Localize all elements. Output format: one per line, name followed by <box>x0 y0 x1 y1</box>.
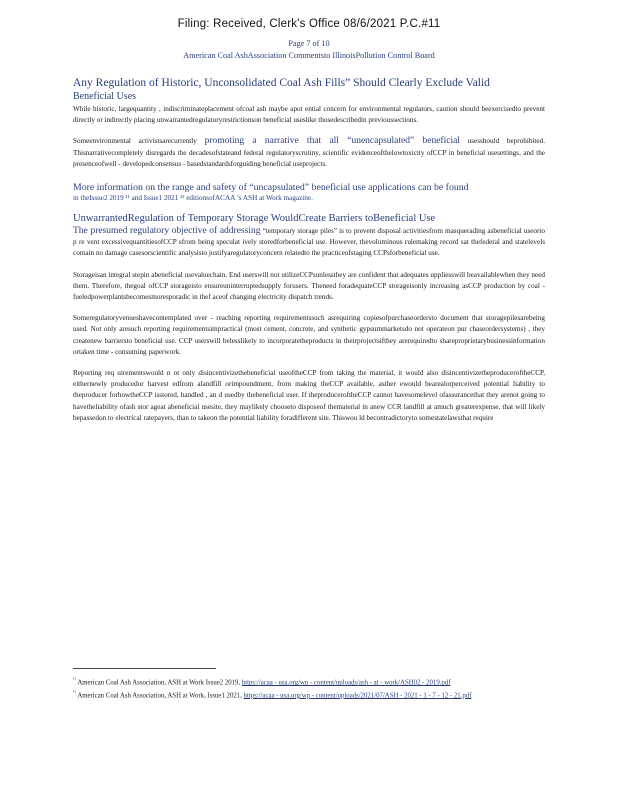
paragraph-activists-rest: usesshould beprohibited. Thisnarrativecompletely disregards the decadesofstateand federal regulatoryscrutiny, scientific evidenceofthelowtoxicity ofCCP in beneficial usesettings, and the presenceofwell - developedconsensus - basedstandardsforguiding beneficial useprojects. <box>73 137 546 168</box>
footnote-text: American Coal Ash Association, ASH at Work Issue2 2019, <box>77 679 242 687</box>
section-heading-sub: Beneficial Uses <box>73 91 137 102</box>
footnote-text: American Coal Ash Association, ASH at Work, Issue1 2021, <box>77 692 244 700</box>
footnote-divider <box>73 668 216 669</box>
page-number: Page 7 of 10 <box>288 39 330 48</box>
paragraph-activists-lead: promoting a narrative that all “unencapsulated” beneficial <box>204 136 460 147</box>
footnote-link[interactable]: https://acaa - usa.org/wp - content/uploads/2021/07/ASH - 2021 - 1 - 7 - 12 - 21.pdf <box>243 692 472 700</box>
footnote-mark: ¹¹ <box>73 678 76 683</box>
section-heading-regulation <box>73 76 545 104</box>
section-heading-more-info <box>73 182 545 204</box>
footnotes <box>73 676 545 702</box>
document-body <box>73 76 545 424</box>
filing-stamp: Filing: Received, Clerk's Office 08/6/2021 P.C.#11 <box>177 18 441 30</box>
page-header <box>0 38 618 62</box>
paragraph-presumed-lead: The presumed regulatory objective of addressing <box>73 226 261 237</box>
section-heading-more-sub: in theIssue2 2019 ¹¹ and Issue1 2021 ¹² editionsofACAA ’s ASH at Work magazine. <box>73 194 313 203</box>
paragraph-presumed <box>73 226 545 260</box>
footnote-mark: ¹² <box>73 690 76 696</box>
footnote-12 <box>73 689 545 702</box>
paragraph-presumed-rest: “temporary storage piles” is to prevent disposal activitiesfrom masquerading asbeneficial useorto p re vent excessivequantitiesofCCP sfrom being speculat ively storedforbeneficial use. However, thevoluminous rulemaking record sat thefederal and statelevels contain no damage casesorscientific analysisto justifyaregulatoryconcern relatedto the practiceofstaging CCPsforbeneficial use. <box>73 227 546 258</box>
running-header: American Coal AshAssociation Commentsto IllinoisPollution Control Board <box>183 51 435 60</box>
section-heading-storage: UnwarrantedRegulation of Temporary Storage WouldCreate Barriers toBeneficial Use <box>73 213 436 225</box>
section-heading-more-text: More information on the range and safety of “uncapsulated” beneficial use applications can be found <box>73 182 469 194</box>
footnote-link[interactable]: https://acaa - usa.org/wp - content/uploads/ash - at - work/ASH02 - 2019.pdf <box>241 679 451 687</box>
footnote-11 <box>73 676 545 689</box>
paragraph-historic: While historic, largequantity , indiscriminateplacement ofcoal ash maybe apot ential concern for environmental regulators, caution should beexercisedto prevent directly or indirectly placing unwarrantedregulatoryrestrictionson beneficial useslike thosedescribedin previoussections. <box>73 105 545 125</box>
paragraph-activists <box>73 136 545 170</box>
paragraph-reporting-requirements: Reporting req uirementswould n ot only disincentivizethebeneficial useoftheCCP from taking the material, it would also disincentivizetheproduceroftheCCP, eithernewly producedor harvest edfrom alandfill orimpoundment, from making theCCP available, asther ewould bearealorperceived potential liability to theproducer forhowtheCCP isstored, handled , an d usedby thebeneficial user. If theproduceroftheCCP cannot havesomelevel ofassurancethat they arenot going to havetheliability ofash stor ageat abeneficial usesite, they maylikely chooseto disposeof thematerial in anew CCR landfill at amuch greaterexpense, that will likely bepassedon to electrical ratepayers, than to takeon the potential liability foradifferent site. Thiswou ld becontradictoryto somestatelawsthat require <box>73 369 545 422</box>
paragraph-storage: Storageisan integral stepin abeneficial usevaluechain. End userswill not utilizeCCPsunlessthey are confident that adequates uppliesswill beavailablewhen they need them. Therefore, thegoal ofCCP storageisto ensureuninterruptedsupply forusers. Theneed foradequateCCP storageisonly increasing asCCP production by coal - fueledpowerplantsbecomesmoresporadic in thef aceof changing electricity dispatch trends. <box>73 270 545 302</box>
paragraph-activists-start: Someenvironmental activistsarecurrently <box>73 137 197 146</box>
section-heading-text: Any Regulation of Historic, Unconsolidated Coal Ash Fills” Should Clearly Exclude Valid <box>73 77 490 89</box>
paragraph-reporting-venues: Someregulatoryvenueshavecontemplated over - reaching reporting requirementssuch asrequiring copiesofpurchaseordersto document that storagepilesarebeing used. Not only aresuch reporting requirementsimpractical (most cement, concrete, and synthetic gypsummarketsdo not operateon pur chaseordersystems) , they createnew barriersto beneficial use. CCP userswill belesslikely to incorporatetheproducts in theirprojectsifthey arerequiredto shareproprietarybusinessinformation ortaken time - consuming paperwork. <box>73 314 545 356</box>
